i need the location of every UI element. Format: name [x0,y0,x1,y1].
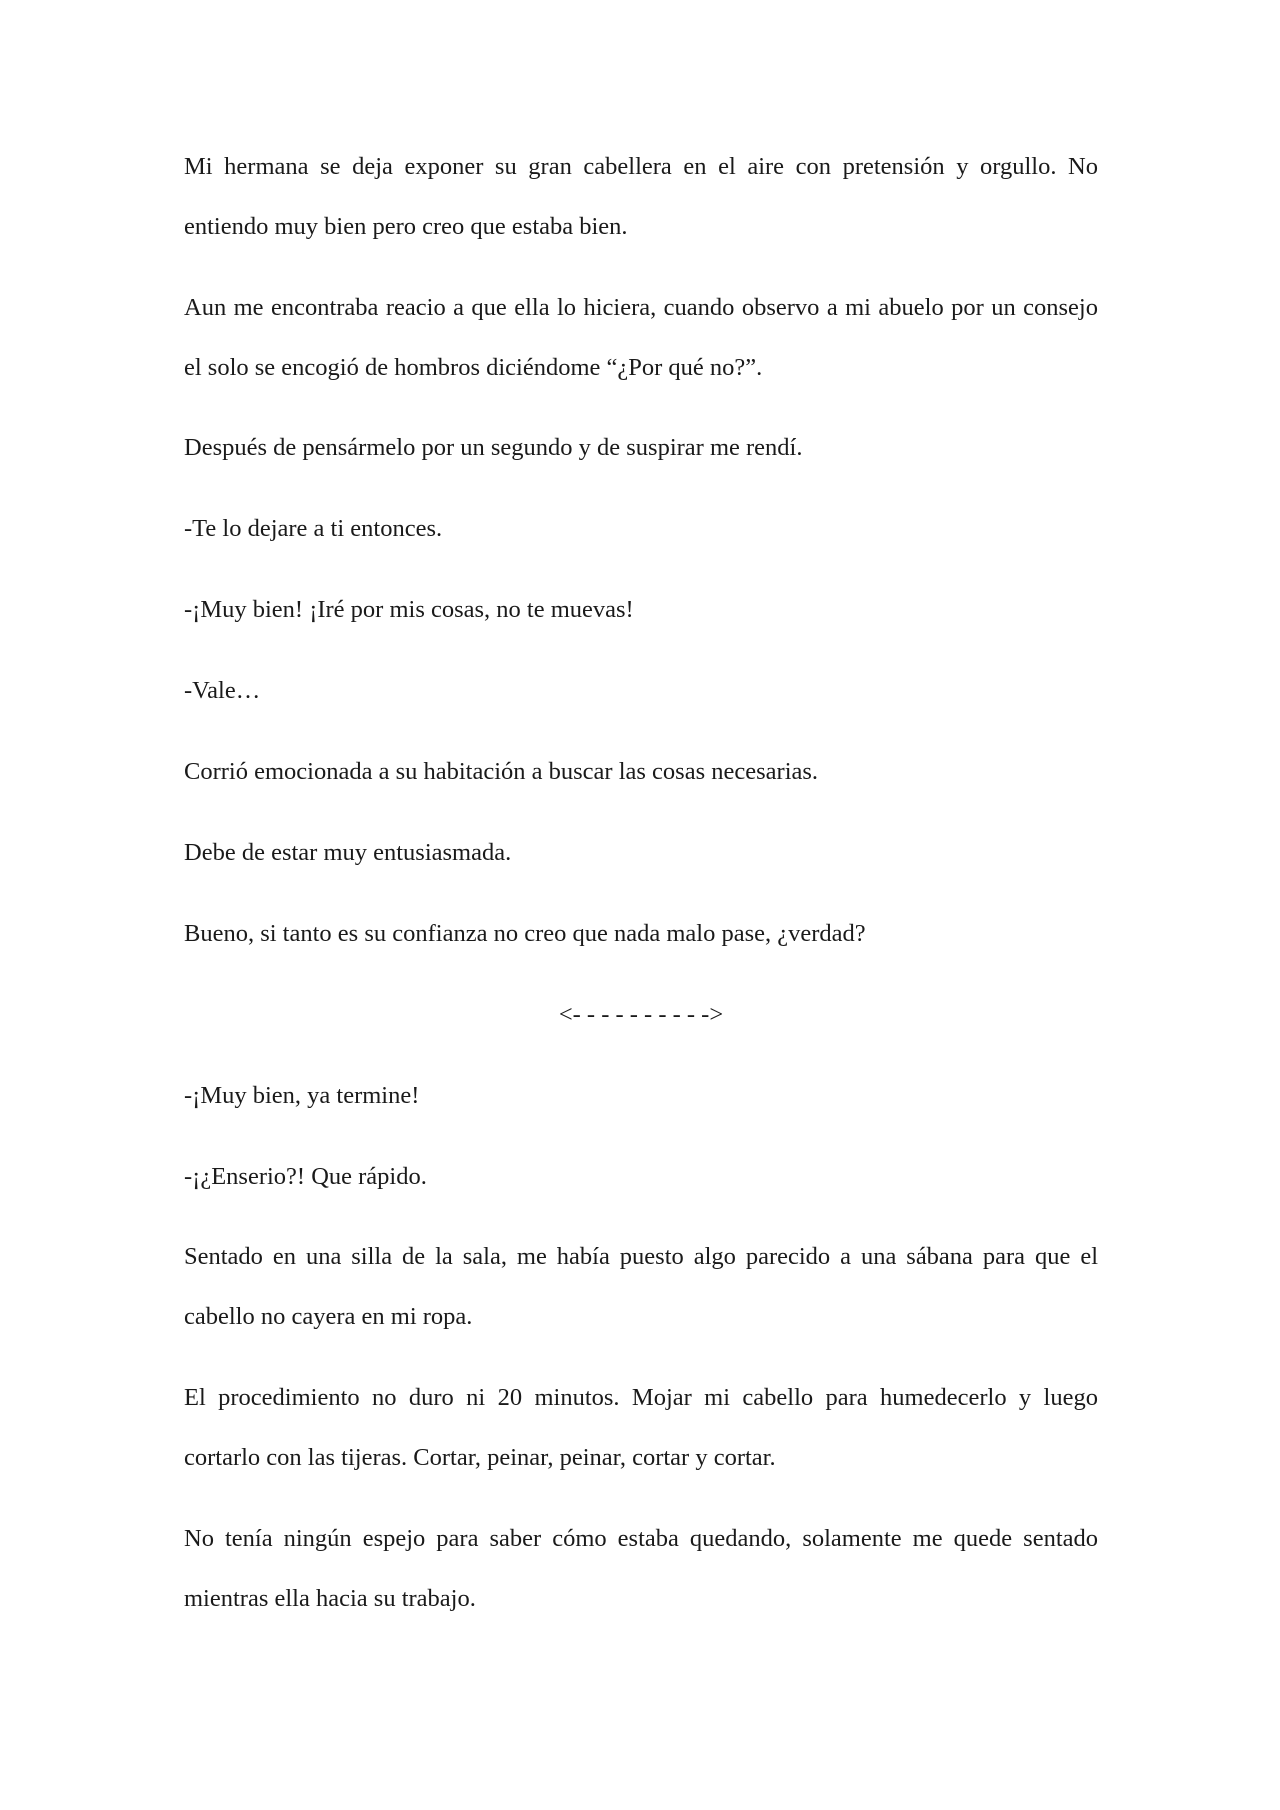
paragraph: Sentado en una silla de la sala, me había puesto algo parecido a una sábana para que el cabello no cayera en mi ropa. [184,1243,1098,1330]
paragraph: Aun me encontraba reacio a que ella lo hiciera, cuando observo a mi abuelo por un consejo el solo se encogió de hombros diciéndome “¿Por qué no?”. [184,294,1098,381]
paragraph: Después de pensármelo por un segundo y de suspirar me rendí. [184,434,803,461]
dialogue-line: -Vale… [184,677,261,704]
paragraph: Bueno, si tanto es su confianza no creo que nada malo pase, ¿verdad? [184,920,866,947]
dialogue-line: -¡¿Enserio?! Que rápido. [184,1163,427,1190]
paragraph: El procedimiento no duro ni 20 minutos. Mojar mi cabello para humedecerlo y luego cortarlo con las tijeras. Cortar, peinar, peinar, cortar y cortar. [184,1384,1098,1471]
paragraph: Mi hermana se deja exponer su gran cabellera en el aire con pretensión y orgullo. No entiendo muy bien pero creo que estaba bien. [184,153,1098,240]
dialogue-line: -¡Muy bien, ya termine! [184,1082,420,1109]
dialogue-line: -¡Muy bien! ¡Iré por mis cosas, no te muevas! [184,596,634,623]
scene-separator: <- - - - - - - - - -> [558,1001,724,1028]
paragraph: No tenía ningún espejo para saber cómo estaba quedando, solamente me quede sentado mientras ella hacia su trabajo. [184,1525,1098,1612]
paragraph: Corrió emocionada a su habitación a buscar las cosas necesarias. [184,758,819,785]
paragraph: Debe de estar muy entusiasmada. [184,839,512,866]
dialogue-line: -Te lo dejare a ti entonces. [184,515,443,542]
